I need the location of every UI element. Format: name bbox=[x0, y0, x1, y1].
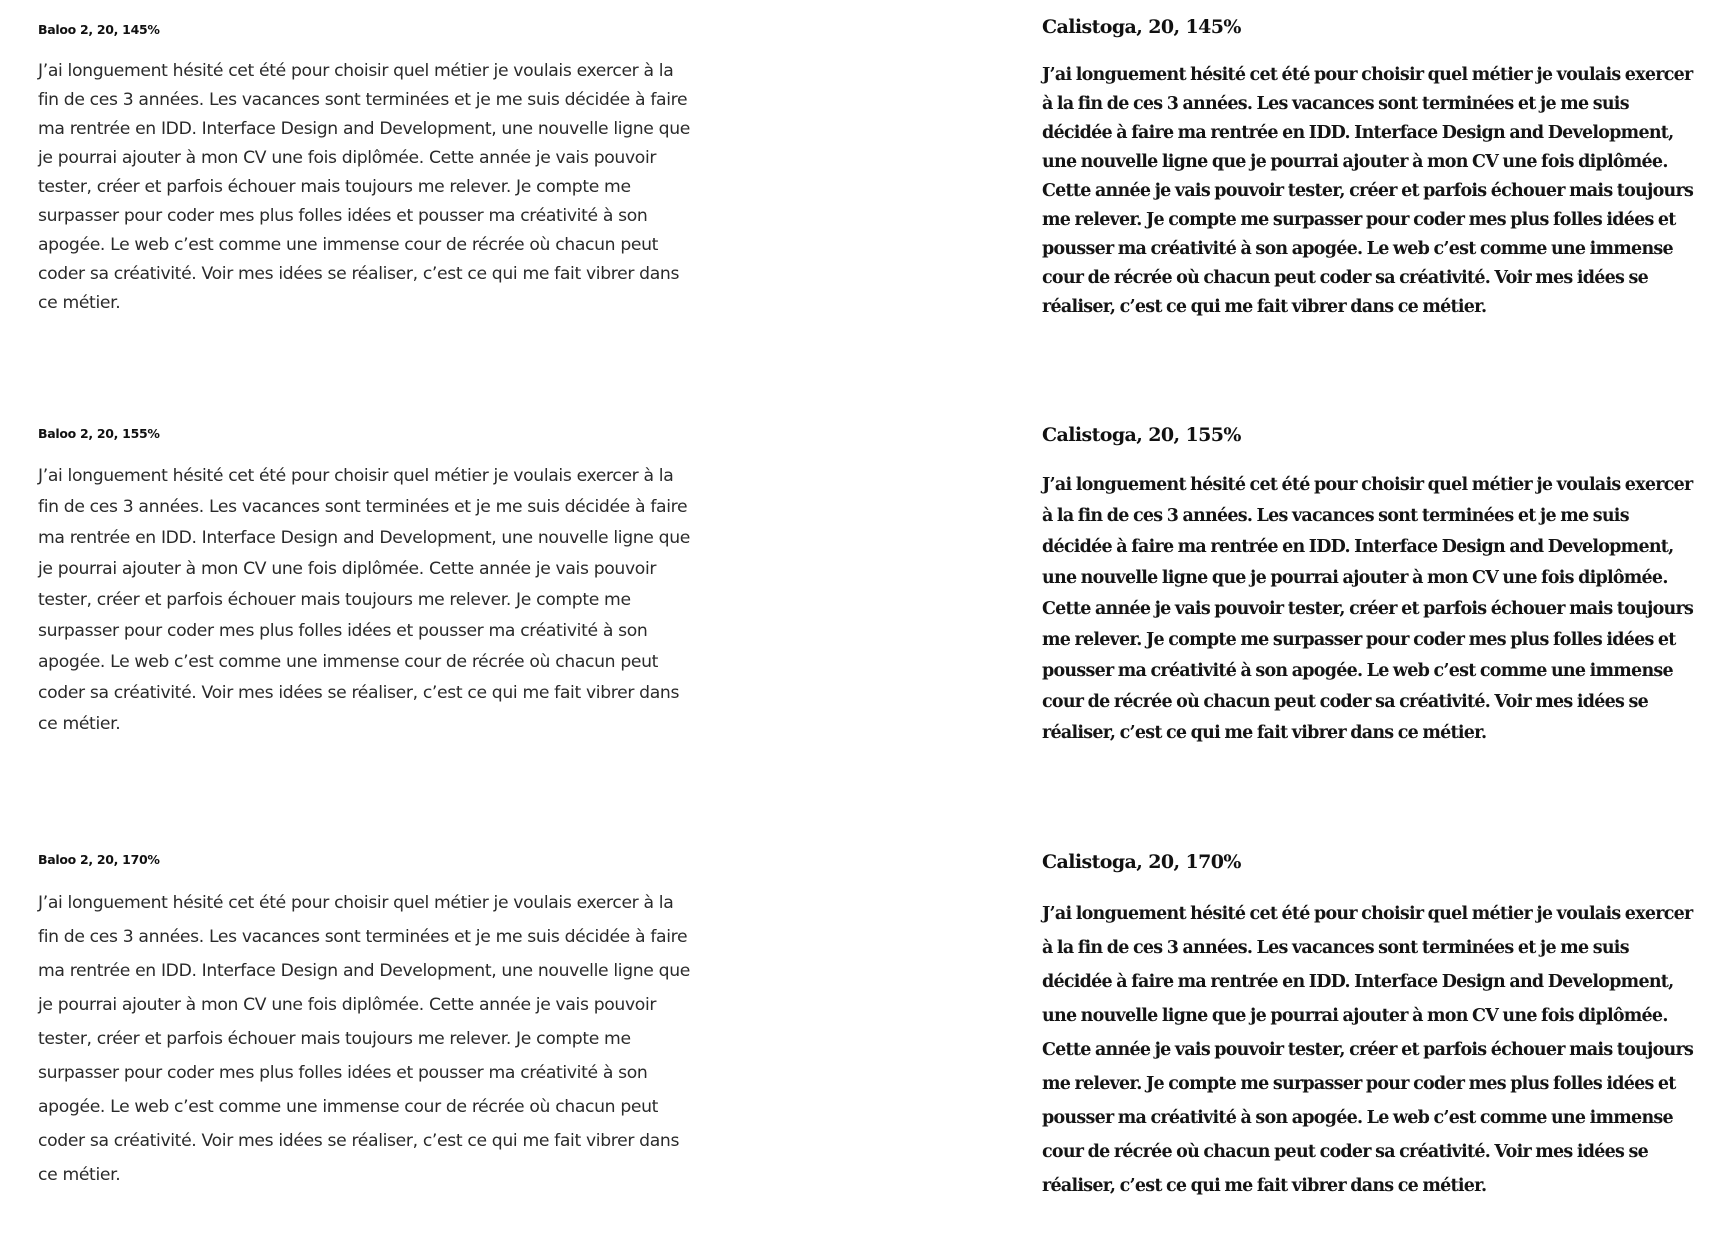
specimen-paragraph bbox=[38, 57, 690, 318]
text-line: ma rentrée en IDD. Interface Design and Development, une nouvelle ligne que bbox=[38, 119, 690, 139]
text-line: réaliser, c’est ce qui me fait vibrer dans ce métier. bbox=[1042, 723, 1487, 743]
text-line: ce métier. bbox=[38, 293, 121, 313]
text-line: décidée à faire ma rentrée en IDD. Interface Design and Development, bbox=[1042, 123, 1674, 143]
text-line: J’ai longuement hésité cet été pour choisir quel métier je voulais exercer à la bbox=[38, 893, 674, 913]
specimen-paragraph bbox=[1042, 61, 1693, 322]
text-line: ce métier. bbox=[38, 1165, 121, 1185]
text-line: J’ai longuement hésité cet été pour choisir quel métier je voulais exercer à la bbox=[38, 466, 674, 486]
text-line: surpasser pour coder mes plus folles idées et pousser ma créativité à son bbox=[38, 621, 648, 641]
text-line: me relever. Je compte me surpasser pour coder mes plus folles idées et bbox=[1042, 1074, 1676, 1094]
specimen-paragraph bbox=[38, 886, 690, 1192]
text-line: cour de récrée où chacun peut coder sa créativité. Voir mes idées se bbox=[1042, 1142, 1648, 1162]
text-line: ce métier. bbox=[38, 714, 121, 734]
text-line: me relever. Je compte me surpasser pour coder mes plus folles idées et bbox=[1042, 210, 1676, 230]
specimen-label: Baloo 2, 20, 170% bbox=[38, 852, 160, 867]
specimen-paragraph bbox=[1042, 470, 1693, 749]
text-line: Cette année je vais pouvoir tester, créer et parfois échouer mais toujours bbox=[1042, 599, 1694, 619]
text-line: apogée. Le web c’est comme une immense cour de récrée où chacun peut bbox=[38, 235, 659, 255]
text-line: fin de ces 3 années. Les vacances sont terminées et je me suis décidée à faire bbox=[38, 90, 688, 110]
text-line: Cette année je vais pouvoir tester, créer et parfois échouer mais toujours bbox=[1042, 181, 1694, 201]
text-line: à la fin de ces 3 années. Les vacances sont terminées et je me suis bbox=[1042, 94, 1629, 114]
text-line: J’ai longuement hésité cet été pour choisir quel métier je voulais exercer bbox=[1042, 904, 1693, 924]
specimen-paragraph bbox=[38, 461, 690, 740]
text-line: je pourrai ajouter à mon CV une fois diplômée. Cette année je vais pouvoir bbox=[38, 559, 657, 579]
text-line: décidée à faire ma rentrée en IDD. Interface Design and Development, bbox=[1042, 537, 1674, 557]
text-line: coder sa créativité. Voir mes idées se réaliser, c’est ce qui me fait vibrer dans bbox=[38, 1131, 680, 1151]
text-line: tester, créer et parfois échouer mais toujours me relever. Je compte me bbox=[38, 177, 631, 197]
specimen-label: Baloo 2, 20, 145% bbox=[38, 22, 160, 37]
text-line: une nouvelle ligne que je pourrai ajouter à mon CV une fois diplômée. bbox=[1042, 568, 1668, 588]
specimen-label: Calistoga, 20, 145% bbox=[1042, 16, 1241, 38]
text-line: coder sa créativité. Voir mes idées se réaliser, c’est ce qui me fait vibrer dans bbox=[38, 683, 680, 703]
text-line: ma rentrée en IDD. Interface Design and Development, une nouvelle ligne que bbox=[38, 528, 690, 548]
text-line: pousser ma créativité à son apogée. Le web c’est comme une immense bbox=[1042, 661, 1673, 681]
text-line: apogée. Le web c’est comme une immense cour de récrée où chacun peut bbox=[38, 1097, 659, 1117]
text-line: J’ai longuement hésité cet été pour choisir quel métier je voulais exercer bbox=[1042, 65, 1693, 85]
text-line: fin de ces 3 années. Les vacances sont terminées et je me suis décidée à faire bbox=[38, 497, 688, 517]
text-line: je pourrai ajouter à mon CV une fois diplômée. Cette année je vais pouvoir bbox=[38, 995, 657, 1015]
text-line: surpasser pour coder mes plus folles idées et pousser ma créativité à son bbox=[38, 1063, 648, 1083]
text-line: cour de récrée où chacun peut coder sa créativité. Voir mes idées se bbox=[1042, 692, 1648, 712]
text-line: J’ai longuement hésité cet été pour choisir quel métier je voulais exercer bbox=[1042, 475, 1693, 495]
text-line: tester, créer et parfois échouer mais toujours me relever. Je compte me bbox=[38, 590, 631, 610]
specimen-label: Calistoga, 20, 170% bbox=[1042, 851, 1241, 873]
specimen-label: Calistoga, 20, 155% bbox=[1042, 424, 1241, 446]
text-line: apogée. Le web c’est comme une immense cour de récrée où chacun peut bbox=[38, 652, 659, 672]
text-line: à la fin de ces 3 années. Les vacances sont terminées et je me suis bbox=[1042, 938, 1629, 958]
text-line: coder sa créativité. Voir mes idées se réaliser, c’est ce qui me fait vibrer dans bbox=[38, 264, 680, 284]
text-line: ma rentrée en IDD. Interface Design and Development, une nouvelle ligne que bbox=[38, 961, 690, 981]
text-line: Cette année je vais pouvoir tester, créer et parfois échouer mais toujours bbox=[1042, 1040, 1694, 1060]
text-line: réaliser, c’est ce qui me fait vibrer dans ce métier. bbox=[1042, 297, 1487, 317]
text-line: une nouvelle ligne que je pourrai ajouter à mon CV une fois diplômée. bbox=[1042, 152, 1668, 172]
text-line: à la fin de ces 3 années. Les vacances sont terminées et je me suis bbox=[1042, 506, 1629, 526]
text-line: réaliser, c’est ce qui me fait vibrer dans ce métier. bbox=[1042, 1176, 1487, 1196]
specimen-paragraph bbox=[1042, 897, 1693, 1203]
text-line: surpasser pour coder mes plus folles idées et pousser ma créativité à son bbox=[38, 206, 648, 226]
text-line: me relever. Je compte me surpasser pour coder mes plus folles idées et bbox=[1042, 630, 1676, 650]
text-line: pousser ma créativité à son apogée. Le web c’est comme une immense bbox=[1042, 239, 1673, 259]
text-line: décidée à faire ma rentrée en IDD. Interface Design and Development, bbox=[1042, 972, 1674, 992]
text-line: cour de récrée où chacun peut coder sa créativité. Voir mes idées se bbox=[1042, 268, 1648, 288]
text-line: tester, créer et parfois échouer mais toujours me relever. Je compte me bbox=[38, 1029, 631, 1049]
text-line: une nouvelle ligne que je pourrai ajouter à mon CV une fois diplômée. bbox=[1042, 1006, 1668, 1026]
text-line: fin de ces 3 années. Les vacances sont terminées et je me suis décidée à faire bbox=[38, 927, 688, 947]
specimen-label: Baloo 2, 20, 155% bbox=[38, 426, 160, 441]
text-line: J’ai longuement hésité cet été pour choisir quel métier je voulais exercer à la bbox=[38, 61, 674, 81]
text-line: pousser ma créativité à son apogée. Le web c’est comme une immense bbox=[1042, 1108, 1673, 1128]
text-line: je pourrai ajouter à mon CV une fois diplômée. Cette année je vais pouvoir bbox=[38, 148, 657, 168]
